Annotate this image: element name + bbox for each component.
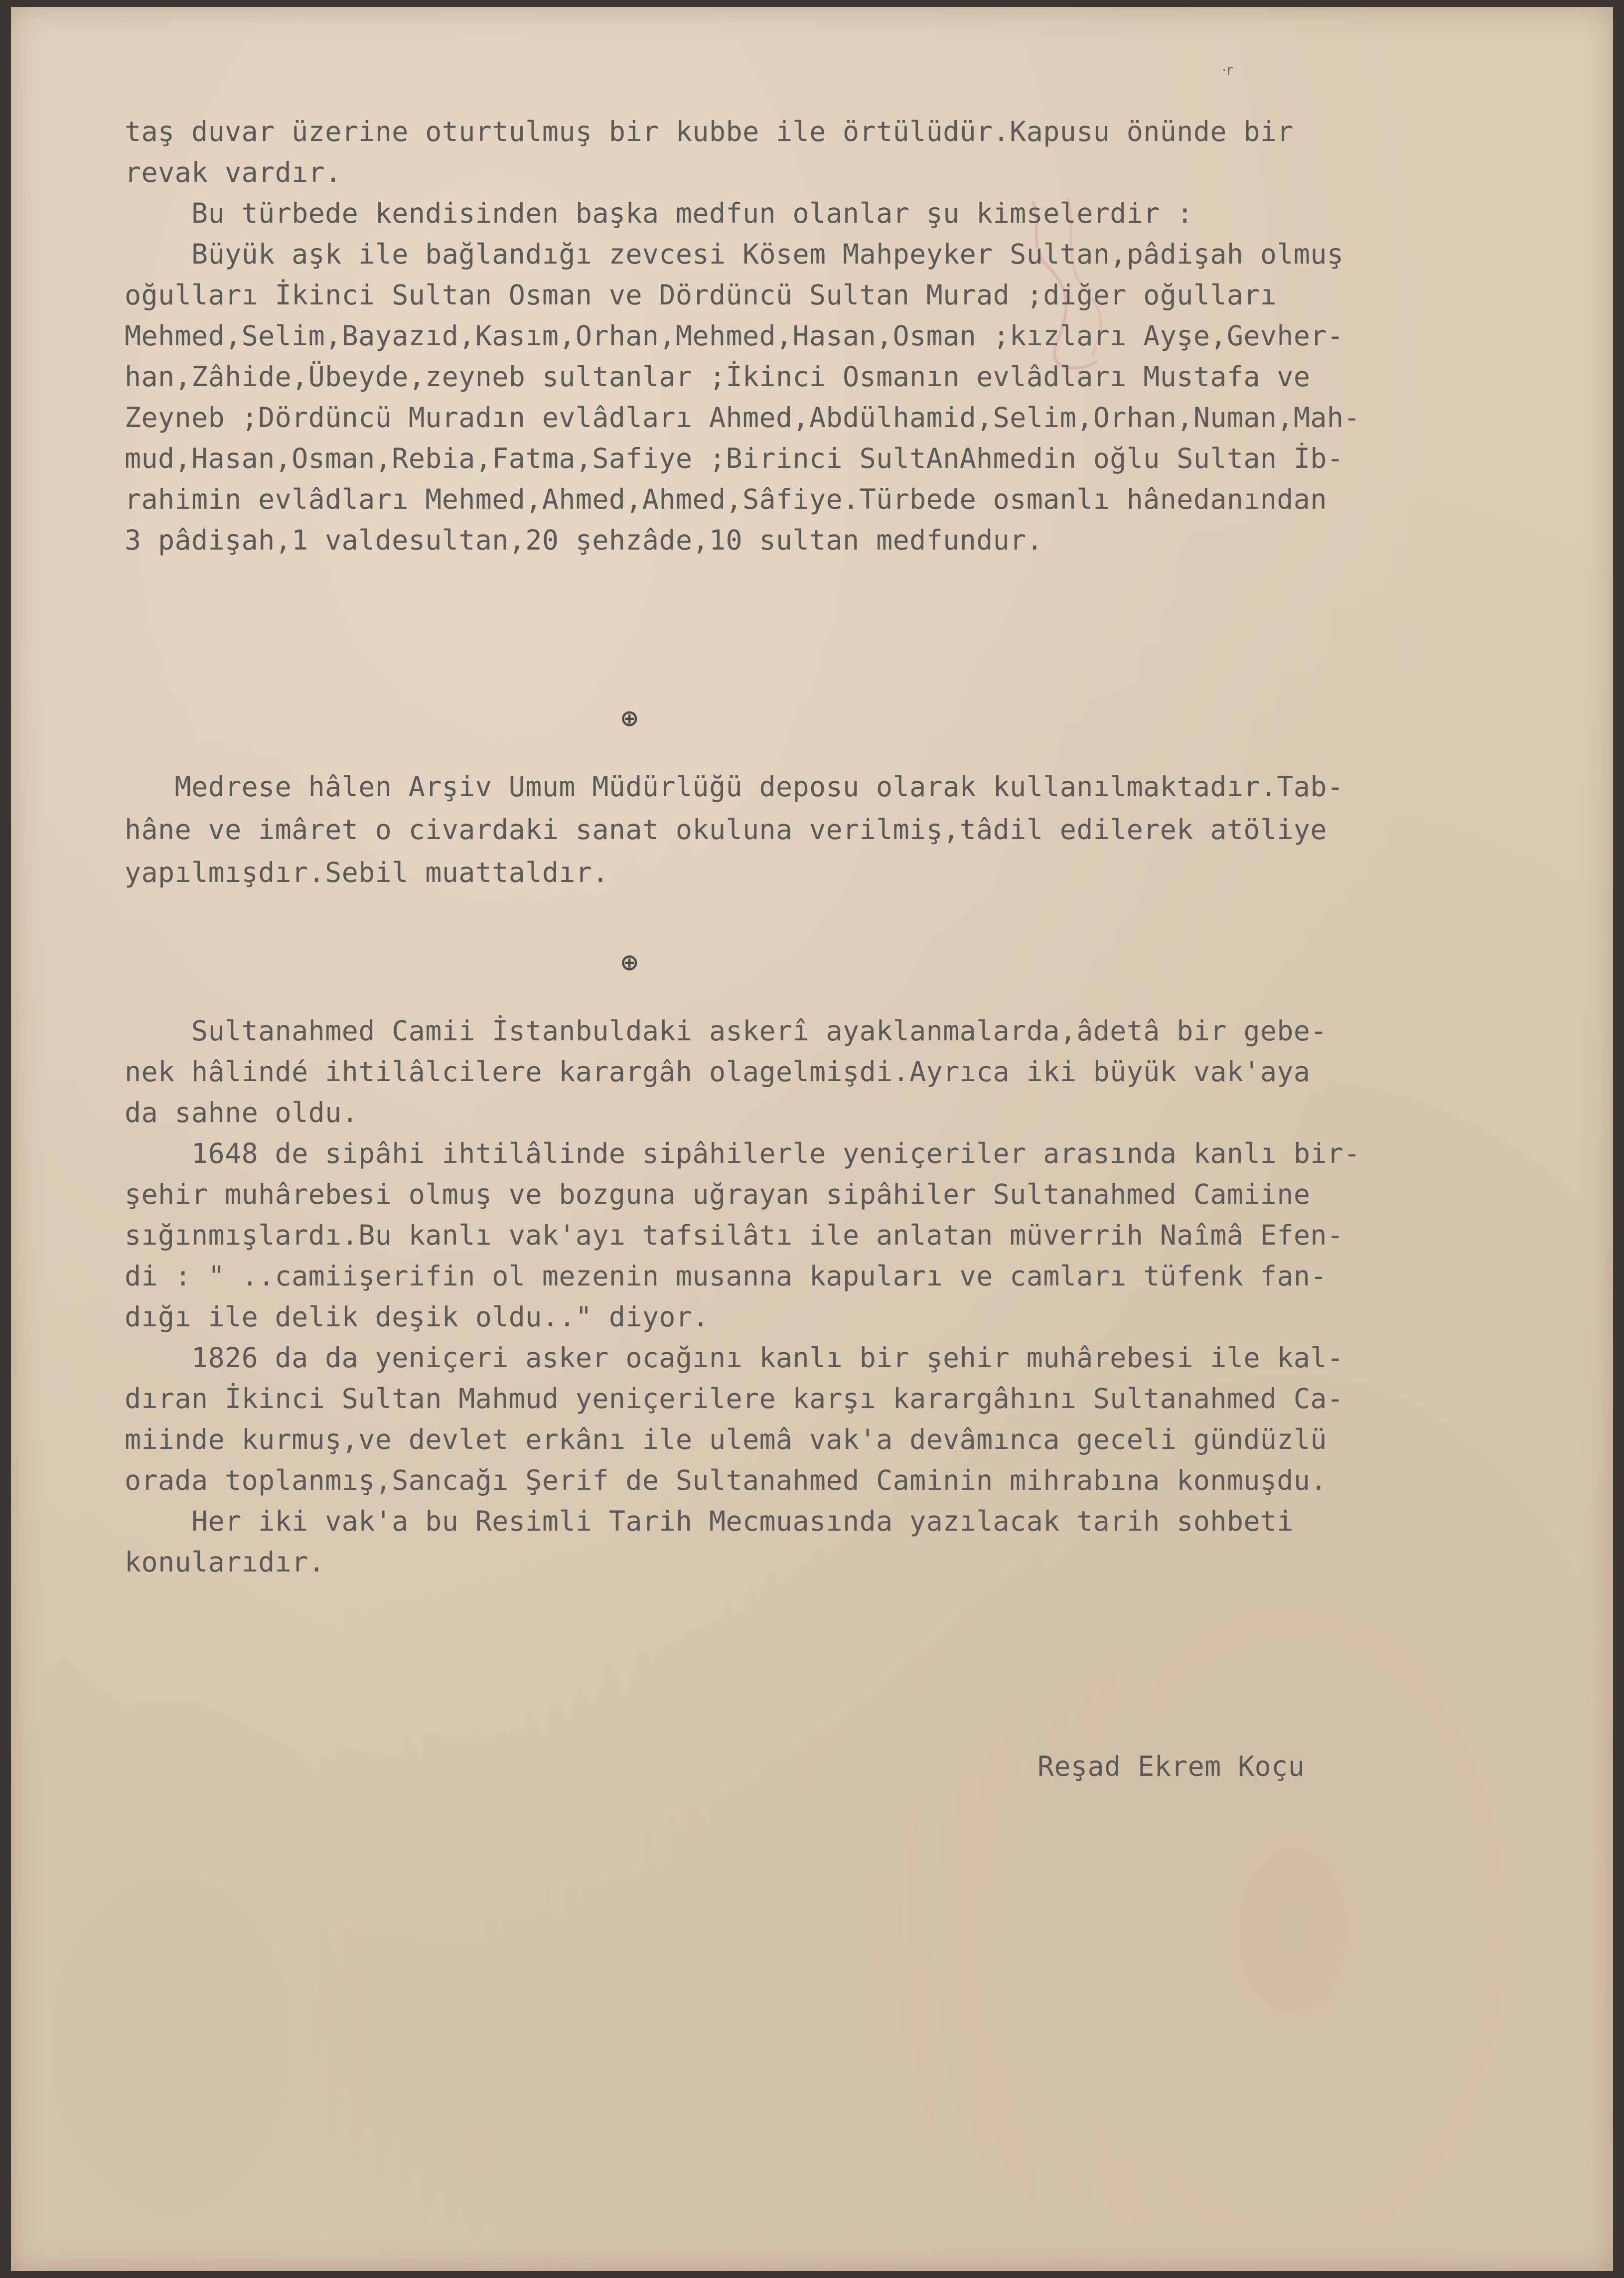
text-line: şehir muhârebesi olmuş ve bozguna uğrayan sipâhiler Sultanahmed Camiine	[125, 1178, 1311, 1210]
text-line: di : " ..camiişerifin ol mezenin musanna kapuları ve camları tüfenk fan-	[125, 1260, 1327, 1292]
text-line: han,Zâhide,Übeyde,zeyneb sultanlar ;İkinci Osmanın evlâdları Mustafa ve	[125, 361, 1311, 393]
text-line: oğulları İkinci Sultan Osman ve Dördüncü Sultan Murad ;diğer oğulları	[125, 279, 1277, 311]
text-line: Zeyneb ;Dördüncü Muradın evlâdları Ahmed,Abdülhamid,Selim,Orhan,Numan,Mah-	[125, 402, 1360, 433]
text-line: Mehmed,Selim,Bayazıd,Kasım,Orhan,Mehmed,Hasan,Osman ;kızları Ayşe,Gevher-	[125, 320, 1344, 352]
section-mark: ⊕	[620, 949, 639, 976]
text-line: nek hâlindé ihtilâlcilere karargâh olagelmişdi.Ayrıca iki büyük vak'aya	[125, 1056, 1311, 1088]
text-line: 1826 da da yeniçeri asker ocağını kanlı bir şehir muhârebesi ile kal-	[125, 1342, 1344, 1374]
corner-fleck: ·r	[1222, 62, 1233, 79]
text-line: hâne ve imâret o civardaki sanat okuluna verilmiş,tâdil edilerek atöliye	[125, 814, 1327, 846]
text-line: Büyük aşk ile bağlandığı zevcesi Kösem Mahpeyker Sultan,pâdişah olmuş	[125, 238, 1344, 270]
signature: Reşad Ekrem Koçu	[1037, 1750, 1305, 1782]
section-mark: ⊕	[620, 705, 639, 731]
text-line: Her iki vak'a bu Resimli Tarih Mecmuasında yazılacak tarih sohbeti	[125, 1505, 1294, 1537]
paper-sheet	[11, 7, 1613, 2271]
text-line: Bu türbede kendisinden başka medfun olanlar şu kimselerdir :	[125, 197, 1193, 229]
text-line: revak vardır.	[125, 156, 342, 188]
text-line: rahimin evlâdları Mehmed,Ahmed,Ahmed,Sâfiye.Türbede osmanlı hânedanından	[125, 483, 1327, 515]
text-line: 1648 de sipâhi ihtilâlinde sipâhilerle yeniçeriler arasında kanlı bir-	[125, 1138, 1360, 1169]
text-line: dığı ile delik deşik oldu.." diyor.	[125, 1301, 709, 1333]
typewritten-text	[11, 7, 1613, 2271]
text-line: Medrese hâlen Arşiv Umum Müdürlüğü deposu olarak kullanılmaktadır.Tab-	[125, 771, 1344, 803]
text-line: dıran İkinci Sultan Mahmud yeniçerilere karşı karargâhını Sultanahmed Ca-	[125, 1383, 1344, 1415]
text-line: sığınmışlardı.Bu kanlı vak'ayı tafsilâtı ile anlatan müverrih Naîmâ Efen-	[125, 1219, 1344, 1251]
text-line: konularıdır.	[125, 1546, 325, 1578]
text-line: mud,Hasan,Osman,Rebia,Fatma,Safiye ;Birinci SultAnAhmedin oğlu Sultan İb-	[125, 442, 1344, 474]
text-line: Sultanahmed Camii İstanbuldaki askerî ayaklanmalarda,âdetâ bir gebe-	[125, 1015, 1327, 1047]
text-line: da sahne oldu.	[125, 1097, 359, 1129]
text-line: taş duvar üzerine oturtulmuş bir kubbe ile örtülüdür.Kapusu önünde bir	[125, 116, 1294, 147]
text-line: miinde kurmuş,ve devlet erkânı ile ulemâ vak'a devâmınca geceli gündüzlü	[125, 1424, 1327, 1455]
text-line: orada toplanmış,Sancağı Şerif de Sultanahmed Caminin mihrabına konmuşdu.	[125, 1464, 1327, 1496]
text-line: yapılmışdır.Sebil muattaldır.	[125, 856, 609, 888]
text-line: 3 pâdişah,1 valdesultan,20 şehzâde,10 sultan medfundur.	[125, 524, 1043, 556]
